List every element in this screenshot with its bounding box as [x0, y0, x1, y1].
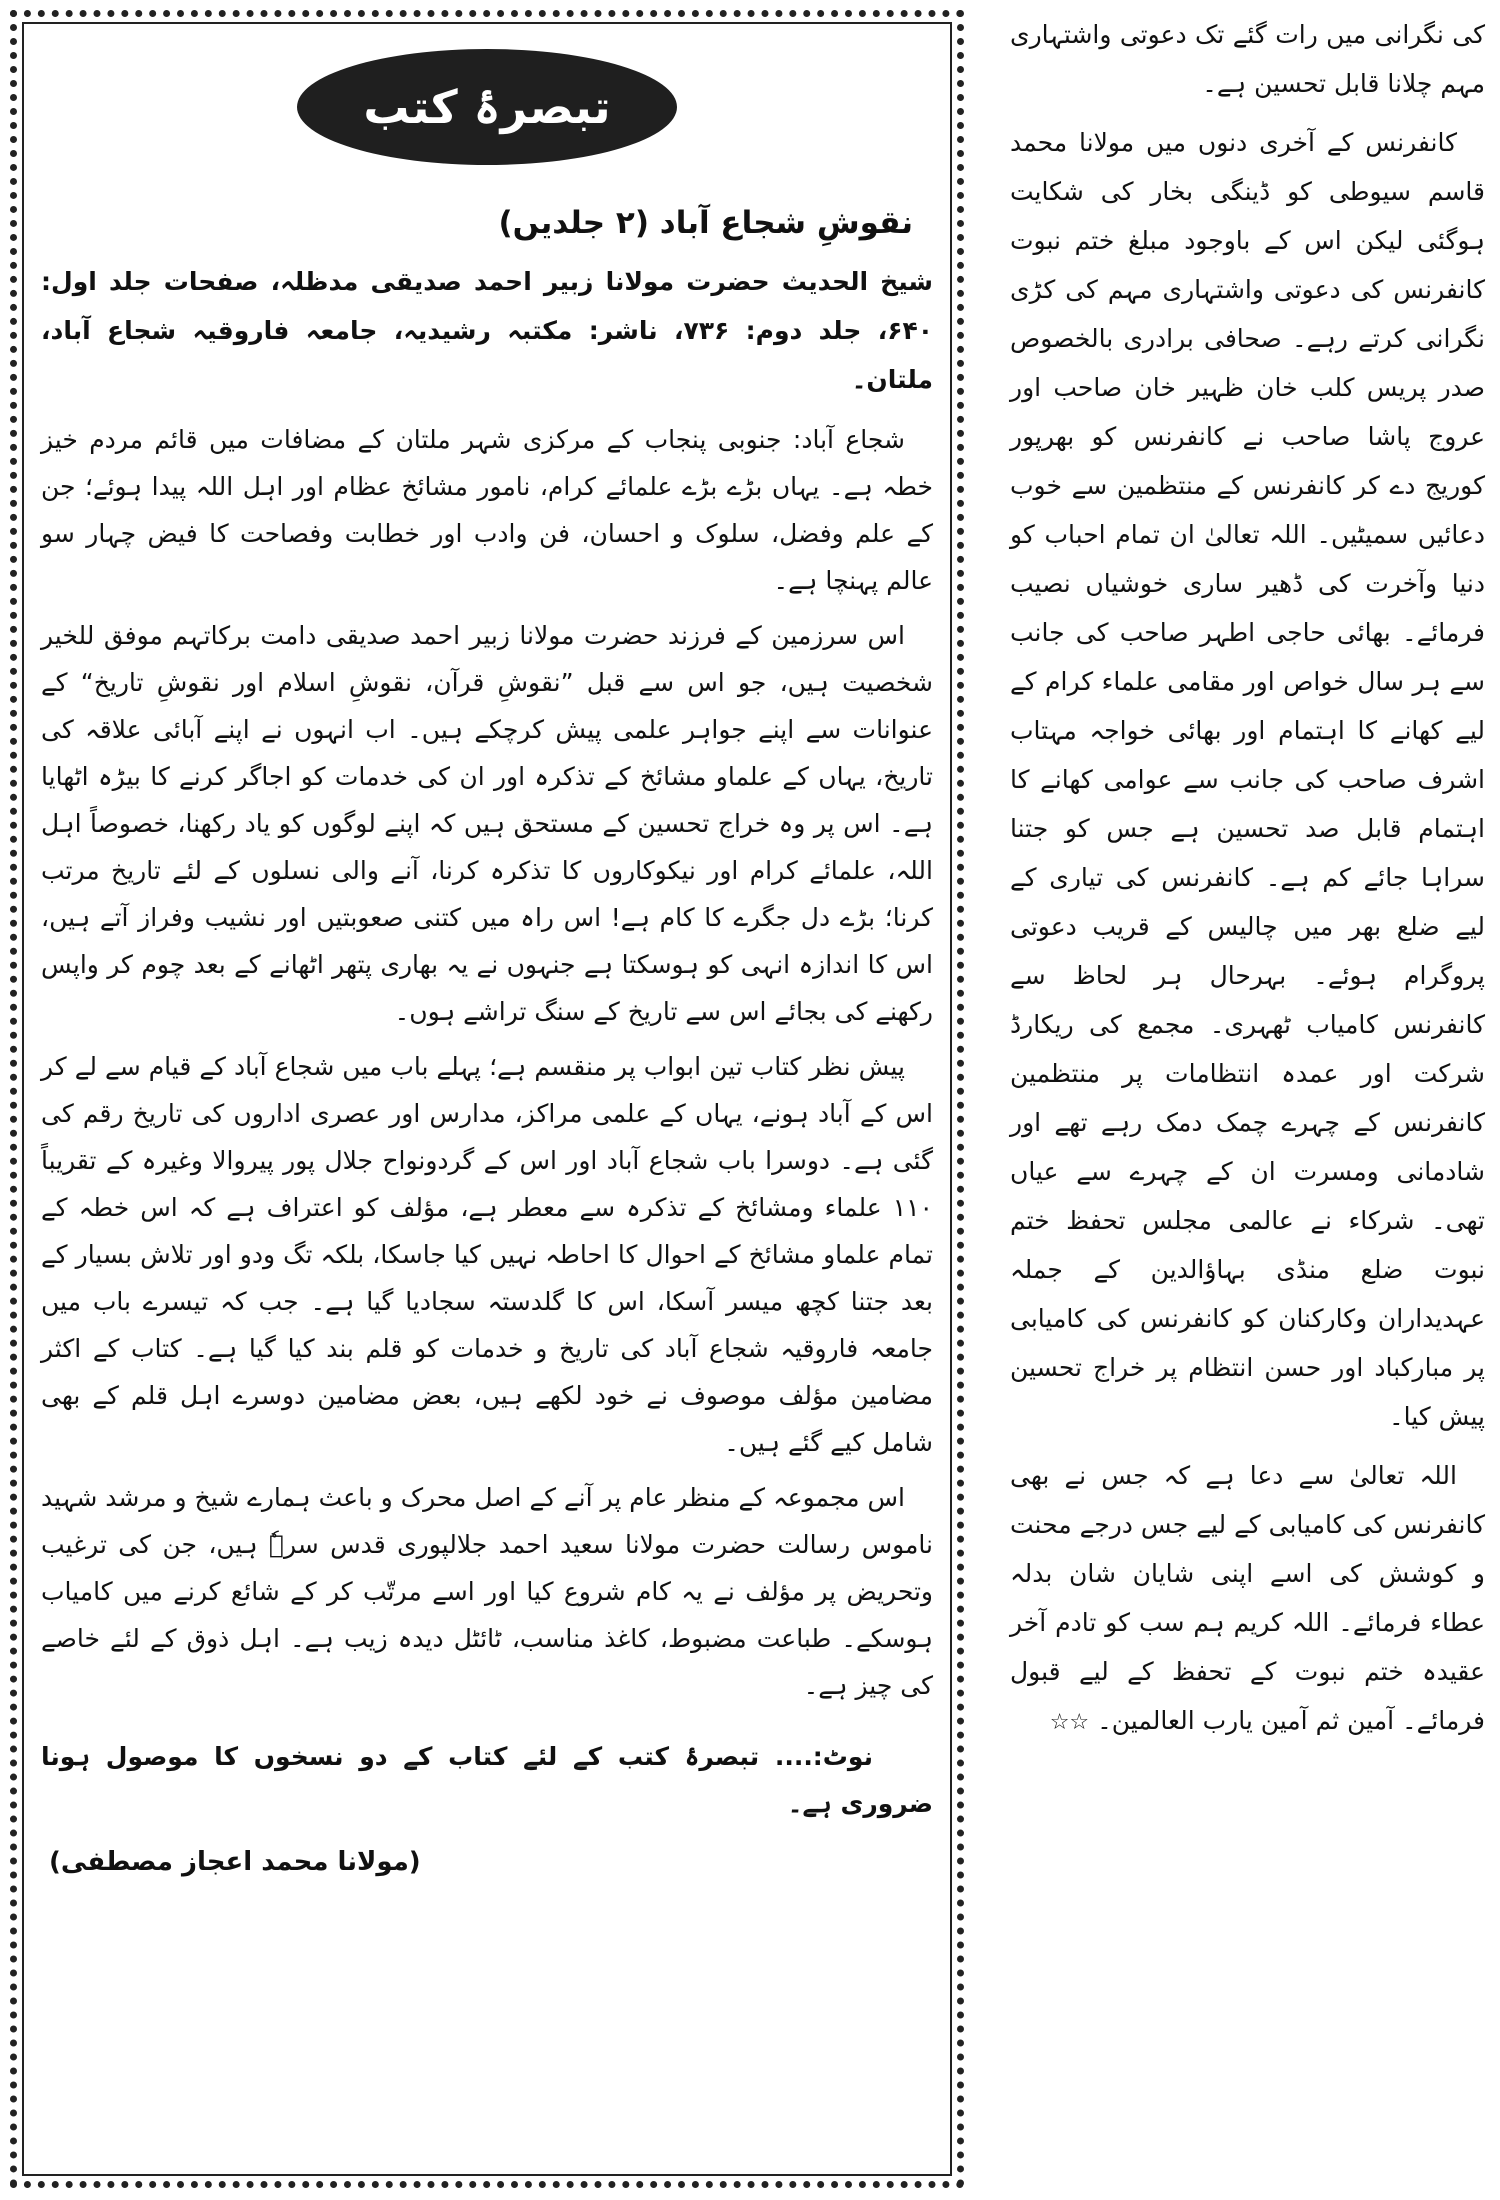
review-paragraph: پیش نظر کتاب تین ابواب پر منقسم ہے؛ پہلے باب میں شجاع آباد کے قیام سے لے کر اس کے آباد ہونے، یہاں کے علمی مراکز، مدارس اور عصری اداروں کی تاریخ رقم کی گئی ہے۔ دوسرا باب شجاع آباد اور اس کے گردونواح جلال پور پیروالا وغیرہ کے تقریباً ۱۱۰ علماء ومشائخ کے تذکرہ سے معطر ہے، مؤلف کو اعتراف ہے کہ اس خطہ کے تمام علماو مشائخ کے احوال کا احاطہ نہیں کیا جاسکا، بلکہ تگ ودو اور تلاش بسیار کے بعد جتنا کچھ میسر آسکا، اس کا گلدستہ سجادیا گیا ہے۔ جب کہ تیسرے باب میں جامعہ فاروقیہ شجاع آباد کی تاریخ و خدمات کو قلم بند کیا گیا ہے۔ کتاب کے اکثر مضامین مؤلف موصوف نے خود لکھے ہیں، بعض مضامین دوسرے اہل قلم کے بھی شامل کیے گئے ہیں۔: [41, 1052, 933, 1457]
reviewer-signature: (مولانا محمد اعجاز مصطفی): [49, 1847, 421, 1877]
review-paragraph: شجاع آباد: جنوبی پنجاب کے مرکزی شہر ملتان کے مضافات میں قائم مردم خیز خطہ ہے۔ یہاں بڑے بڑے علمائے کرام، نامور مشائخ عظام اور اہل اللہ پیدا ہوئے؛ جن کے علم وفضل، سلوک و احسان، فن وادب اور خطابت وفصاحت کا فیض چہار سو عالم پہنچا ہے۔: [41, 425, 934, 595]
book-review-box: [10, 10, 964, 2188]
book-meta: شیخ الحدیث حضرت مولانا زبیر احمد صدیقی مدظلہ، صفحات جلد اول: ۶۴۰، جلد دوم: ۷۳۶، ناشر: مکتبہ رشیدیہ، جامعہ فاروقیہ شجاع آباد، ملتان۔: [41, 267, 933, 394]
section-header-oval: [297, 49, 677, 165]
article-paragraph: کانفرنس کے آخری دنوں میں مولانا محمد قاسم سیوطی کو ڈینگی بخار کی شکایت ہوگئی لیکن اس کے باوجود مبلغ ختم نبوت کانفرنس کی دعوتی واشتہاری مہم کی کڑی نگرانی کرتے رہے۔ صحافی برادری بالخصوص صدر پریس کلب خان ظہیر خان صاحب اور عروج پاشا صاحب نے کانفرنس کو بھرپور کوریج دے کر کانفرنس کے منتظمین سے خوب دعائیں سمیٹیں۔ اللہ تعالیٰ ان تمام احباب کو دنیا وآخرت کی ڈھیر ساری خوشیاں نصیب فرمائے۔ بھائی حاجی اطہر صاحب کی جانب سے ہر سال خواص اور مقامی علماء کرام کے لیے کھانے کا اہتمام اور بھائی خواجہ مہتاب اشرف صاحب کی جانب سے عوامی کھانے کا اہتمام قابل صد تحسین ہے جس کو جتنا سراہا جائے کم ہے۔ کانفرنس کی تیاری کے لیے ضلع بھر میں چالیس کے قریب دعوتی پروگرام ہوئے۔ بہرحال ہر لحاظ سے کانفرنس کامیاب ٹھہری۔ مجمع کی ریکارڈ شرکت اور عمدہ انتظامات پر منتظمین کانفرنس کے چہرے چمک دمک رہے تھے اور شادمانی ومسرت ان کے چہرے سے عیاں تھی۔ شرکاء نے عالمی مجلس تحفظ ختم نبوت ضلع منڈی بہاؤالدین کے جملہ عہدیداران وکارکنان کو کانفرنس کی کامیابی پر مبارکباد اور حسن انتظام پر خراج تحسین پیش کیا۔: [1010, 128, 1485, 1431]
review-note: نوٹ:.... تبصرۂ کتب کے لئے کتاب کے دو نسخوں کا موصول ہونا ضروری ہے۔: [41, 1742, 933, 1818]
article-continuation-column: [1010, 10, 1485, 2180]
article-paragraph: کی نگرانی میں رات گئے تک دعوتی واشتہاری مہم چلانا قابل تحسین ہے۔: [1010, 20, 1485, 98]
book-title: نقوشِ شجاع آباد (۲ جلدیں): [498, 205, 913, 241]
section-header-title: تبصرۂ کتب: [363, 80, 611, 134]
end-stars-icon: ☆☆: [1049, 1710, 1090, 1735]
review-paragraph: اس سرزمین کے فرزند حضرت مولانا زبیر احمد صدیقی دامت برکاتہم موفق للخیر شخصیت ہیں، جو اس سے قبل ”نقوشِ قرآن، نقوشِ اسلام اور نقوشِ تاریخ“ کے عنوانات سے اپنے جواہر علمی پیش کرچکے ہیں۔ اب انہوں نے اپنے آبائی علاقہ کی تاریخ، یہاں کے علماو مشائخ کے تذکرہ اور ان کی خدمات کو اجاگر کرنے کا بیڑہ اٹھایا ہے۔ اس پر وہ خراج تحسین کے مستحق ہیں کہ اپنے لوگوں کو یاد رکھنا، خصوصاً اہل اللہ، علمائے کرام اور نیکوکاروں کا تذکرہ کرنا، آنے والی نسلوں کے لئے تاریخ مرتب کرنا؛ بڑے دل جگرے کا کام ہے! اس راہ میں کتنی صعوبتیں اور نشیب وفراز آتے ہیں، اس کا اندازہ انہی کو ہوسکتا ہے جنہوں نے یہ بھاری پتھر اٹھانے کے بعد چوم کر واپس رکھنے کی بجائے اس سے تاریخ کے سنگ تراشے ہوں۔: [41, 621, 933, 1026]
article-closing-text: اللہ تعالیٰ سے دعا ہے کہ جس نے بھی کانفرنس کی کامیابی کے لیے جس درجے محنت و کوشش کی اسے اپنی شایان شان بدلہ عطاء فرمائے۔ اللہ کریم ہم سب کو تادم آخر عقیدہ ختم نبوت کے تحفظ کے لیے قبول فرمائے۔ آمین ثم آمین یارب العالمین۔: [1010, 1461, 1485, 1735]
article-paragraph: [1010, 1451, 1485, 1747]
book-review-content: [41, 39, 933, 2157]
review-paragraph: اس مجموعہ کے منظر عام پر آنے کے اصل محرک و باعث ہمارے شیخ و مرشد شہید ناموس رسالت حضرت مولانا سعید احمد جلالپوری قدس سرہٗ ہیں، جن کی ترغیب وتحریض پر مؤلف نے یہ کام شروع کیا اور اسے مرتّب کر کے شائع کرنے میں کامیاب ہوسکے۔ طباعت مضبوط، کاغذ مناسب، ٹائٹل دیدہ زیب ہے۔ اہل ذوق کے لئے خاصے کی چیز ہے۔: [41, 1483, 933, 1700]
